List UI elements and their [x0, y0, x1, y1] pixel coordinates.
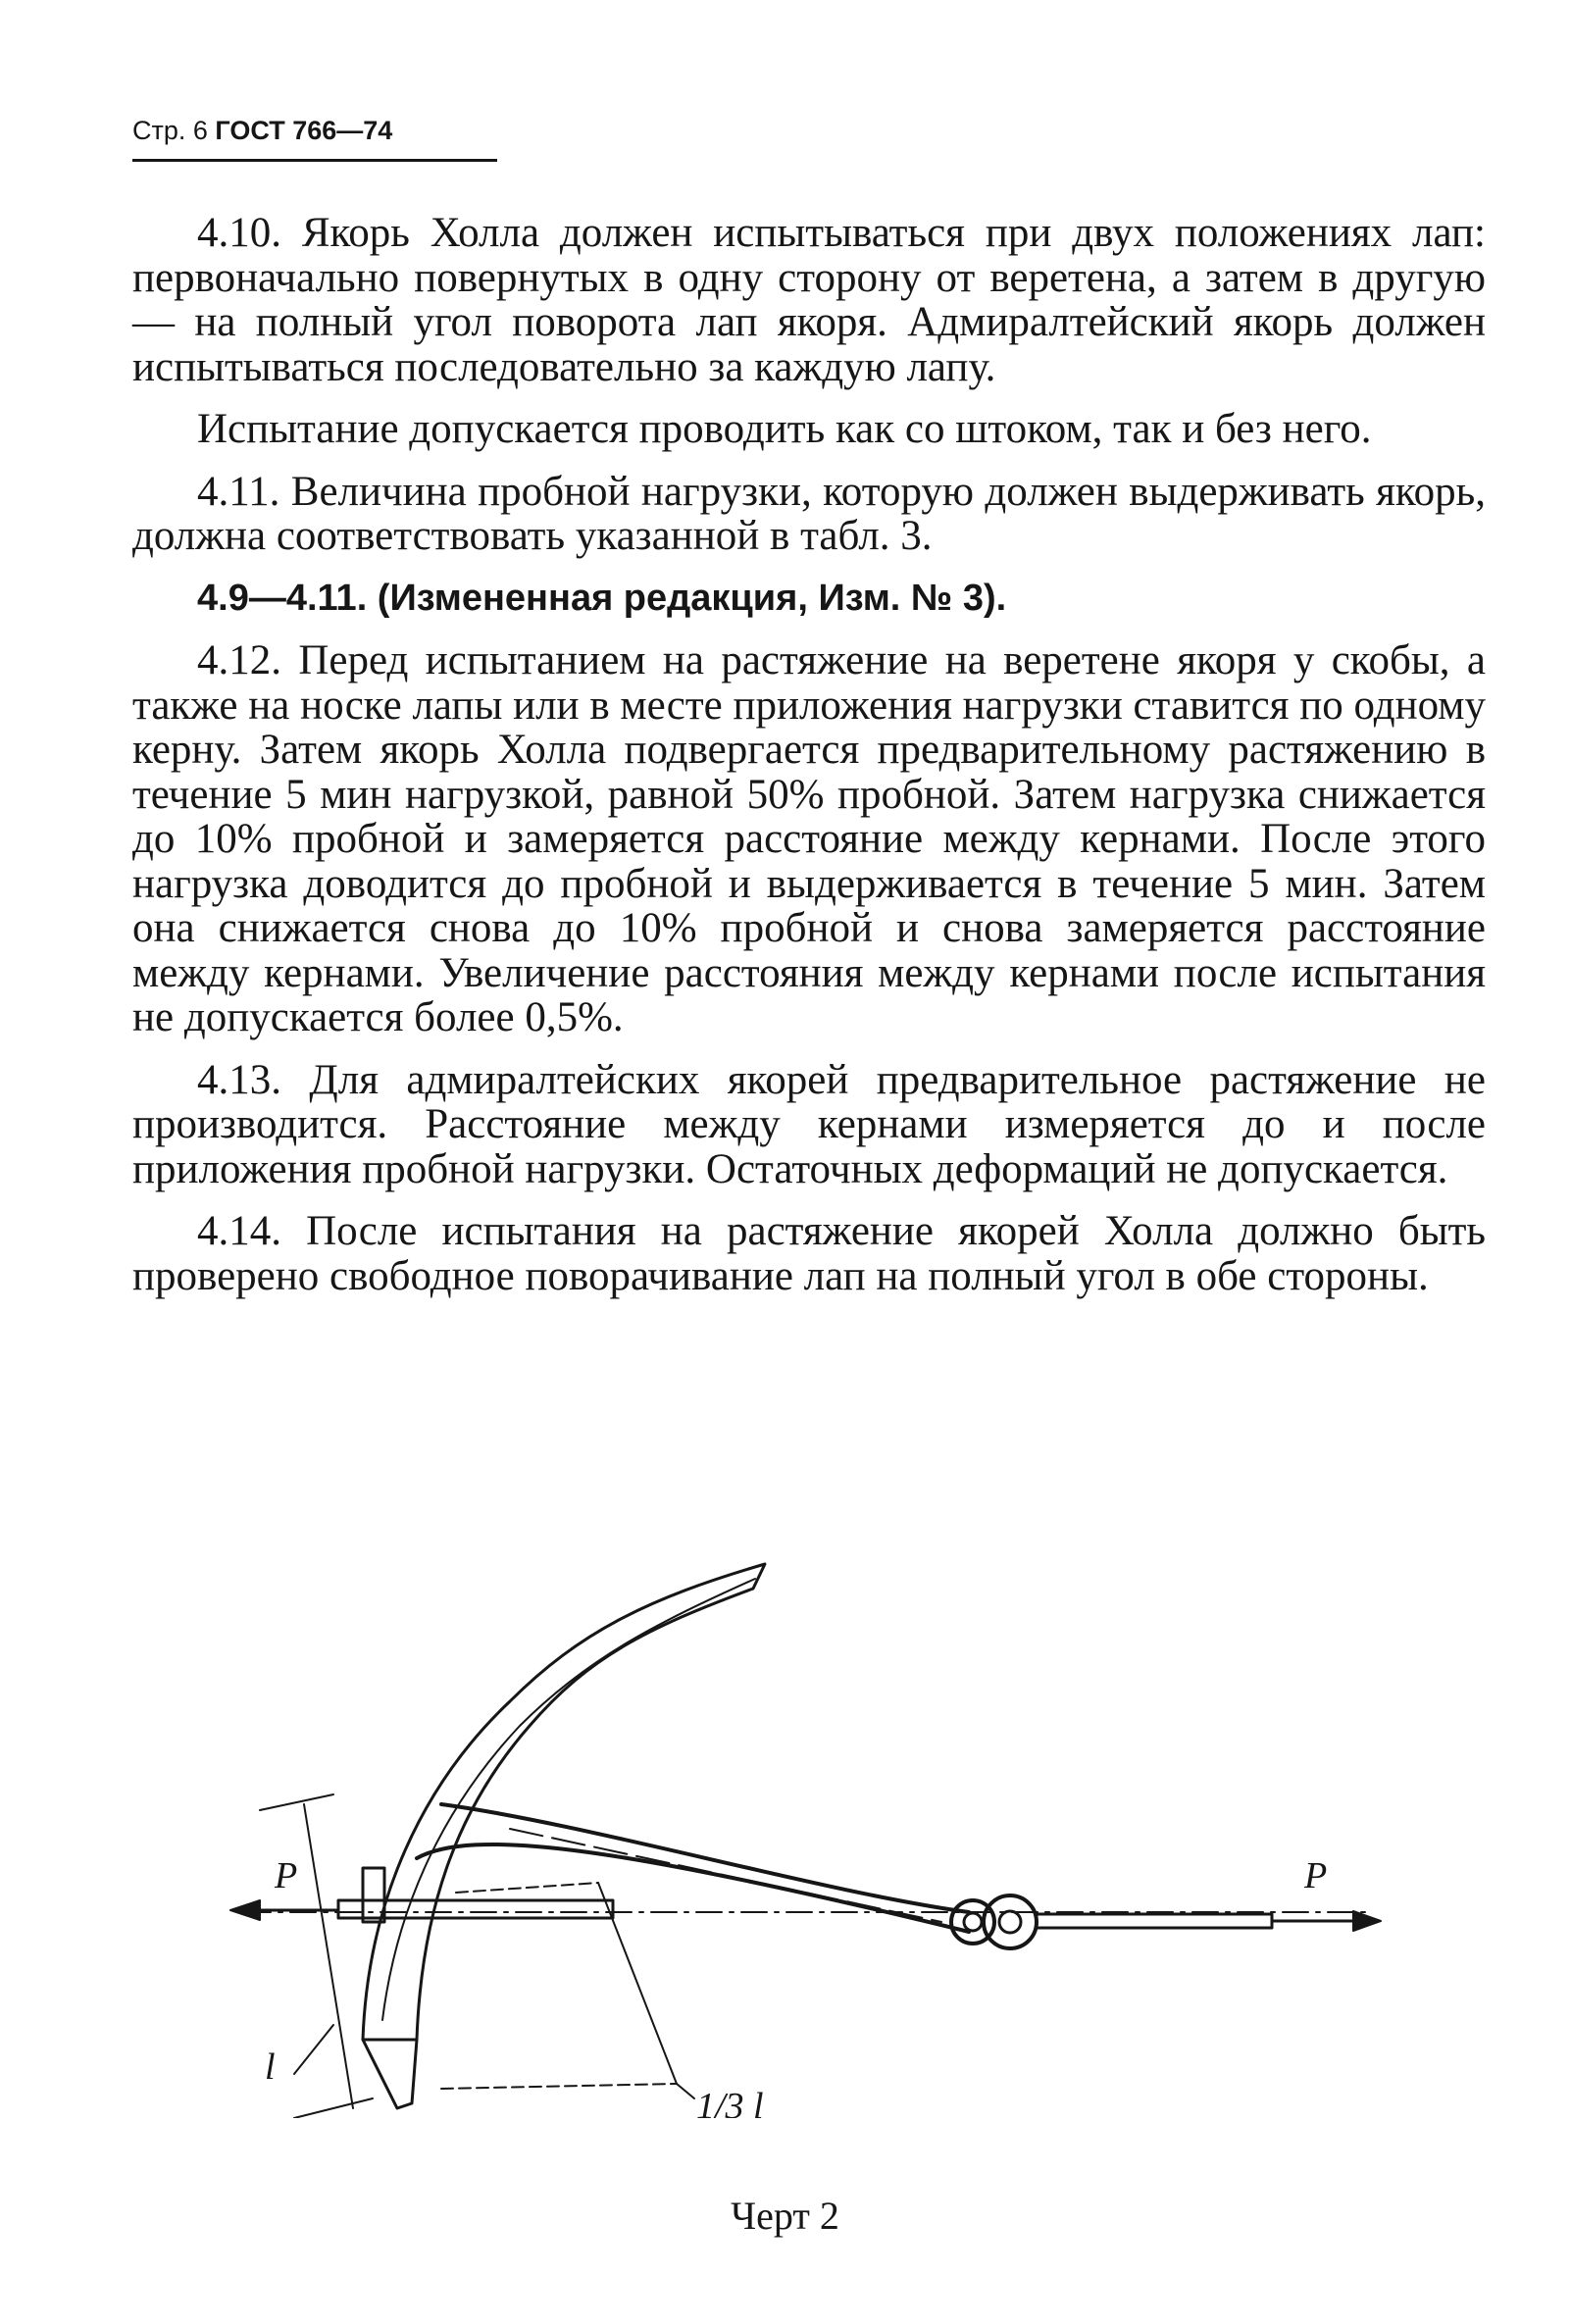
label-l-leader	[294, 2025, 333, 2074]
label-third-l: 1/3 l	[696, 2086, 764, 2118]
anchor-diagram	[216, 1490, 1393, 2118]
amendment-note: 4.9—4.11. (Измененная редакция, Изм. № 3).	[197, 577, 1007, 619]
dimension-l-line	[304, 1804, 353, 2108]
anchor-test-figure	[216, 1490, 1393, 2118]
label-p-right: P	[1304, 1855, 1328, 1896]
header-divider	[132, 159, 497, 162]
anchor-fluke	[363, 1564, 765, 2040]
document-body	[132, 211, 1486, 1316]
anchor-shank-upper	[441, 1804, 969, 1912]
label-third-leader	[677, 2084, 694, 2098]
paragraph-4-13: 4.13. Для адмиралтейских якорей предварительное растяжение не производится. Расстояние между кернами измеряется до и после приложения пробной нагрузки. Остаточных деформаций не допускается.	[132, 1056, 1486, 1192]
paragraph-4-14: 4.14. После испытания на растяжение якорей Холла должно быть проверено свободное поворачивание лап на полный угол в обе стороны.	[132, 1208, 1486, 1299]
anchor-fluke-inner	[382, 1579, 755, 2020]
label-l: l	[265, 2046, 276, 2088]
figure-caption: Черт 2	[731, 2194, 839, 2238]
load-arrow-right-head	[1353, 1911, 1381, 1931]
load-arrow-left-head	[230, 1900, 260, 1920]
dimension-third-ext	[456, 1883, 598, 1893]
paragraph-4-10-note: Испытание допускается проводить как со штоком, так и без него.	[197, 406, 1372, 452]
shackle-ring-2-hole	[999, 1911, 1021, 1933]
dimension-l-ext-top	[260, 1794, 333, 1810]
pull-rod-right	[1037, 1914, 1272, 1928]
paragraph-4-11: 4.11. Величина пробной нагрузки, которую должен выдерживать якорь, должна соответствовать указанной в табл. 3.	[132, 468, 1486, 559]
pull-rod-left	[338, 1900, 613, 1918]
page-number: Стр. 6	[132, 116, 208, 145]
dimension-l-ext-bottom	[294, 2098, 373, 2118]
shank-centerline	[510, 1829, 941, 1922]
paragraph-4-12: 4.12. Перед испытанием на растяжение на веретене якоря у скобы, а также на носке лапы или в месте приложения нагрузки ставится по одному керну. Затем якорь Холла подвергается предварительному растяжению в течение 5 мин нагрузкой, равной 50% пробной. Затем нагрузка снижается до 10% пробной и замеряется расстояние между кернами. После этого нагрузка доводится до пробной и выдерживается в течение 5 мин. Затем она снижается снова до 10% пробной и снова замеряется расстояние между кернами. Увеличение расстояния между кернами после испытания не допускается более 0,5%.	[132, 637, 1486, 1040]
shackle-ring-2	[984, 1895, 1037, 1948]
paragraph-4-10: 4.10. Якорь Холла должен испытываться при двух положениях лап: первоначально повернутых в одну сторону от веретена, а затем в другую — на полный угол поворота лап якоря. Адмиралтейский якорь должен испытываться последовательно за каждую лапу.	[132, 210, 1486, 390]
label-p-left: P	[275, 1855, 298, 1896]
page-header	[132, 116, 495, 146]
shackle-ring-1-hole	[964, 1913, 982, 1931]
dimension-third-ext-bottom	[441, 2084, 677, 2089]
standard-number: ГОСТ 766—74	[215, 116, 393, 145]
